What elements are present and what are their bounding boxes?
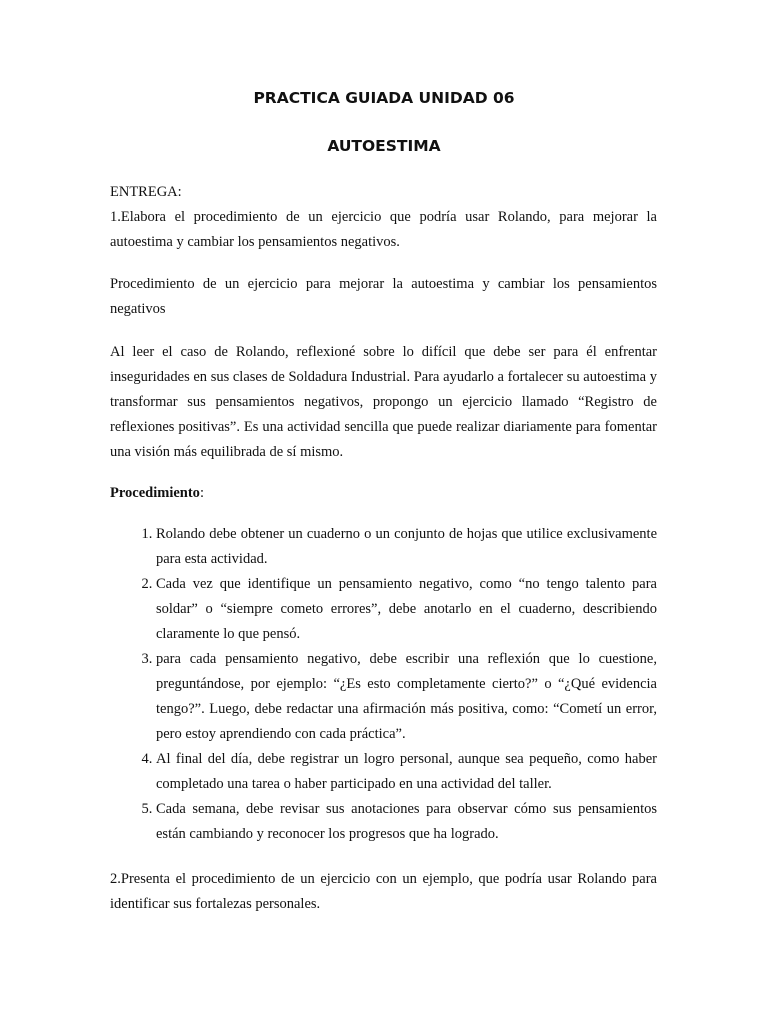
list-item: 1. Rolando debe obtener un cuaderno o un conjunto de hojas que utilice exclusivamente para esta actividad. (156, 522, 657, 572)
question-2: 2.Presenta el procedimiento de un ejercicio con un ejemplo, que podría usar Rolando para identificar sus fortalezas personales. (110, 871, 657, 912)
intro-paragraph: Al leer el caso de Rolando, reflexioné sobre lo difícil que debe ser para él enfrentar inseguridades en sus clases de Soldadura Industrial. Para ayudarlo a fortalecer su autoestima y transformar sus pensamientos negativos, propongo un ejercicio llamado “Registro de reflexiones positivas”. Es una actividad sencilla que puede realizar diariamente para fomentar una visión más equilibrada de sí mismo. (110, 344, 657, 460)
procedimiento-label: Procedimiento (110, 485, 200, 501)
document-body (110, 180, 657, 917)
question-1: 1.Elabora el procedimiento de un ejercicio que podría usar Rolando, para mejorar la autoestima y cambiar los pensamientos negativos. (110, 209, 657, 250)
list-item: 2. Cada vez que identifique un pensamiento negativo, como “no tengo talento para soldar” o “siempre cometo errores”, debe anotarlo en el cuaderno, describiendo claramente lo que pensó. (156, 572, 657, 647)
procedimiento-colon: : (199, 485, 204, 501)
procedimiento-heading (110, 481, 657, 506)
list-item: 4. Al final del día, debe registrar un logro personal, aunque sea pequeño, como haber completado una tarea o haber participado en una actividad del taller. (156, 747, 657, 797)
document-subtitle: AUTOESTIMA (327, 137, 441, 155)
procedure-steps-list (110, 522, 657, 847)
list-item: 5. Cada semana, debe revisar sus anotaciones para observar cómo sus pensamientos están cambiando y reconocer los progresos que ha logrado. (156, 797, 657, 847)
document-title: PRACTICA GUIADA UNIDAD 06 (253, 89, 515, 107)
list-item: 3. para cada pensamiento negativo, debe escribir una reflexión que lo cuestione, preguntándose, por ejemplo: “¿Es esto completamente cierto?” o “¿Qué evidencia tengo?”. Luego, debe redactar una afirmación más positiva, como: “Cometí un error, pero estoy aprendiendo con cada práctica”. (156, 647, 657, 747)
entrega-label: ENTREGA: (110, 184, 182, 200)
procedure-heading: Procedimiento de un ejercicio para mejorar la autoestima y cambiar los pensamientos negativos (110, 276, 657, 317)
